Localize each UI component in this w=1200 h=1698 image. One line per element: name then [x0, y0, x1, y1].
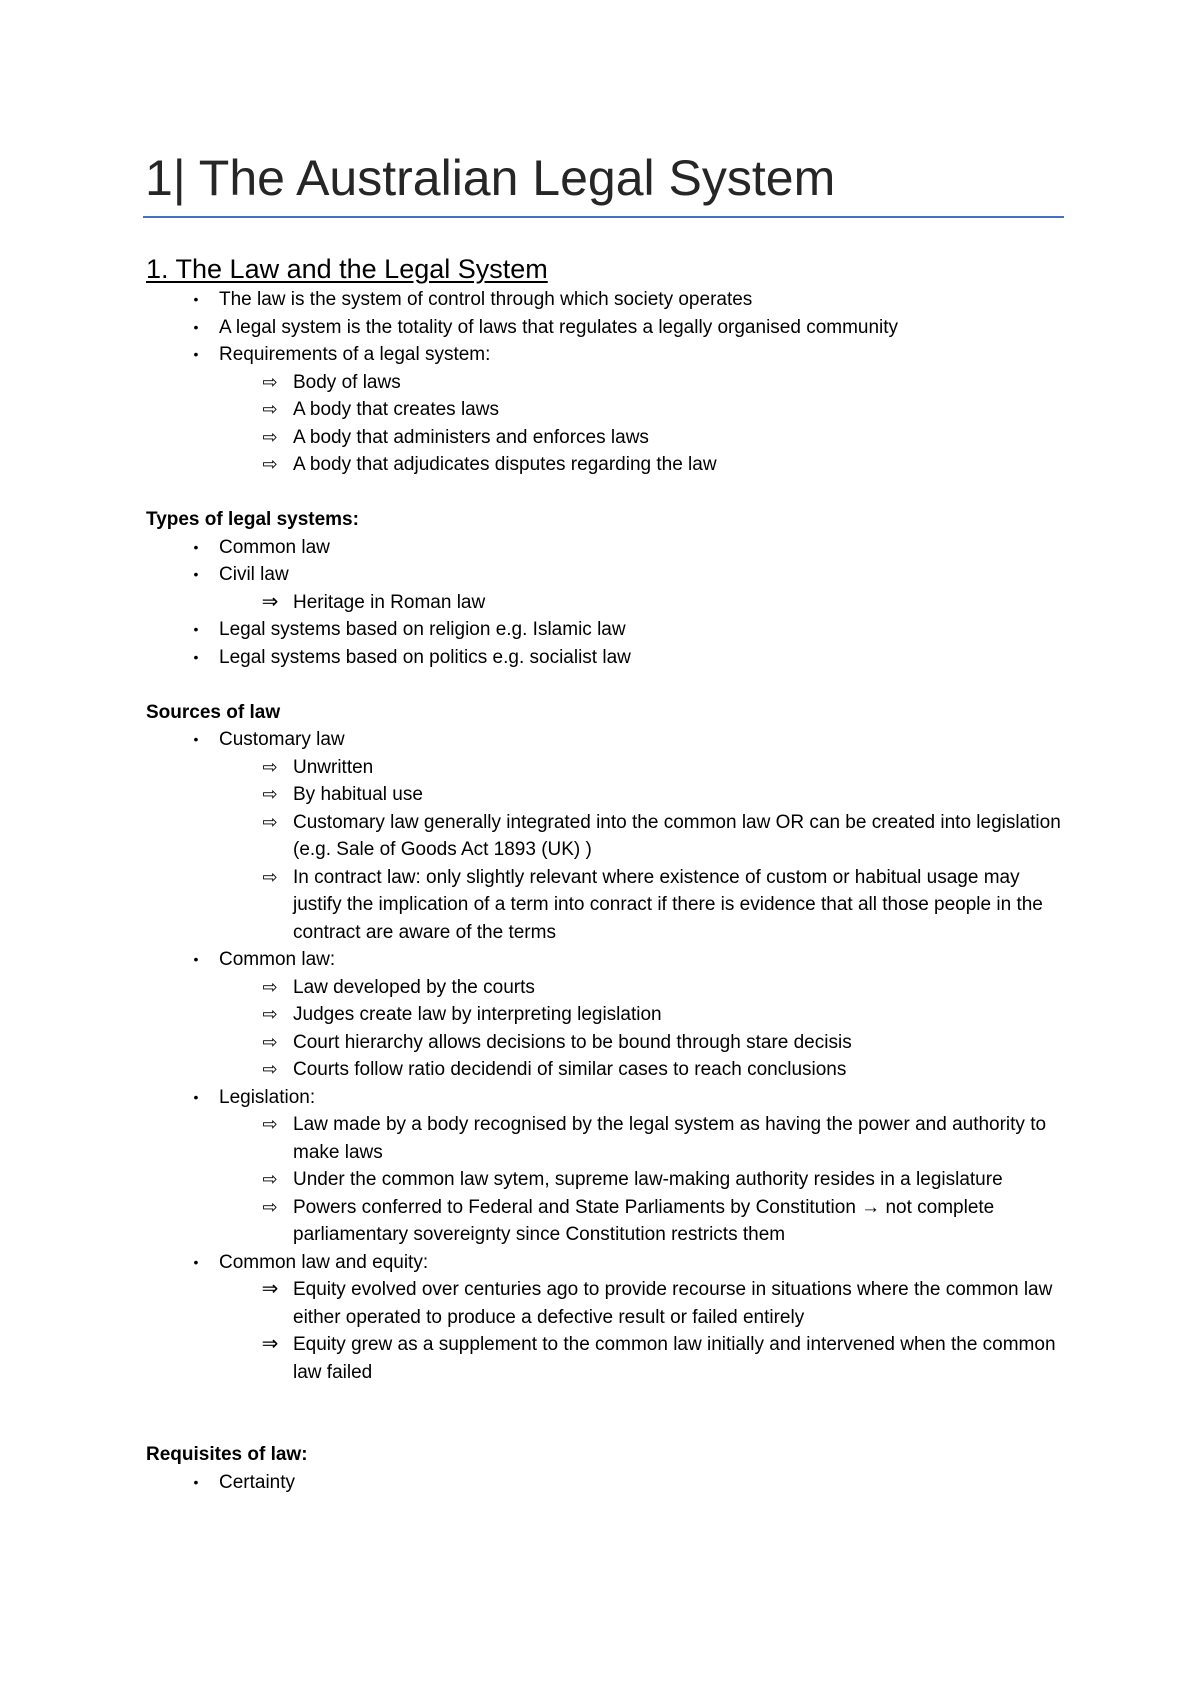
- double-arrow-icon: ⇒: [261, 1333, 279, 1355]
- outline-arrow-icon: ⇨: [262, 811, 278, 832]
- sub-list-item: ⇨ Body of laws: [146, 369, 1066, 397]
- types-heading: Types of legal systems:: [146, 509, 359, 530]
- bullet-icon: •: [193, 1253, 199, 1270]
- outline-arrow-icon: ⇨: [262, 1169, 278, 1189]
- sub-list-item: ⇨ Powers conferred to Federal and State Parliaments by Constitution → not complete parliamentary sovereignty since Constitution restricts them: [146, 1194, 1066, 1249]
- outline-arrow-icon: ⇨: [262, 1196, 278, 1217]
- outline-arrow-icon: ⇨: [262, 784, 278, 804]
- sub-list-item: ⇨ By habitual use: [146, 781, 1066, 809]
- sub-list-item: ⇨ A body that adjudicates disputes regarding the law: [146, 451, 1066, 479]
- list-item: • Customary law: [146, 726, 1066, 754]
- outline-arrow-icon: ⇨: [262, 866, 278, 887]
- types-list: [146, 534, 1066, 672]
- list-item: • Legal systems based on politics e.g. socialist law: [146, 644, 1066, 672]
- outline-arrow-icon: ⇨: [262, 1031, 278, 1052]
- list-item: • Legal systems based on religion e.g. Islamic law: [146, 616, 1066, 644]
- spacer: [146, 671, 1066, 699]
- bullet-icon: •: [193, 951, 199, 967]
- sub-list-item: ⇨ A body that administers and enforces laws: [146, 424, 1066, 452]
- bullet-icon: •: [193, 318, 199, 335]
- outline-arrow-icon: ⇨: [262, 371, 278, 392]
- sub-list-item: ⇨ Law made by a body recognised by the legal system as having the power and authority to make laws: [146, 1111, 1066, 1166]
- bullet-icon: •: [193, 621, 199, 637]
- list-item: • Civil law: [146, 561, 1066, 589]
- document-body: [146, 252, 1066, 1496]
- list-item: • Requirements of a legal system:: [146, 341, 1066, 369]
- document-title: 1| The Australian Legal System: [145, 150, 836, 206]
- double-arrow-icon: ⇒: [261, 1278, 279, 1300]
- list-item: • Legislation:: [146, 1084, 1066, 1112]
- double-arrow-icon: ⇒: [261, 590, 279, 613]
- outline-arrow-icon: ⇨: [262, 756, 278, 777]
- requisites-list: [146, 1469, 1066, 1497]
- list-item: • Common law: [146, 534, 1066, 562]
- outline-arrow-icon: ⇨: [262, 1059, 278, 1079]
- sources-list: [146, 726, 1066, 1386]
- list-item: • The law is the system of control through which society operates: [146, 286, 1066, 314]
- list-item: • A legal system is the totality of laws that regulates a legally organised community: [146, 314, 1066, 342]
- sub-list-item: ⇨ A body that creates laws: [146, 396, 1066, 424]
- outline-arrow-icon: ⇨: [262, 426, 278, 447]
- list-item: • Common law:: [146, 946, 1066, 974]
- sub-list-item: ⇒ Equity evolved over centuries ago to provide recourse in situations where the common law either operated to produce a defective result or failed entirely: [146, 1276, 1066, 1331]
- outline-arrow-icon: ⇨: [262, 1004, 278, 1024]
- sub-list-item: ⇨ Unwritten: [146, 754, 1066, 782]
- sub-list-item: ⇨ In contract law: only slightly relevant where existence of custom or habitual usage may justify the implication of a term into conract if there is evidence that all those people in the contract are aware of the terms: [146, 864, 1066, 947]
- sub-list-item: ⇨ Courts follow ratio decidendi of similar cases to reach conclusions: [146, 1056, 1066, 1084]
- sub-list-item: ⇨ Judges create law by interpreting legislation: [146, 1001, 1066, 1029]
- sub-list-item: ⇒ Equity grew as a supplement to the common law initially and intervened when the common law failed: [146, 1331, 1066, 1386]
- section1-bullet-list: [146, 286, 1066, 479]
- spacer: [146, 479, 1066, 507]
- bullet-icon: •: [193, 648, 199, 665]
- bullet-icon: •: [193, 1088, 199, 1105]
- outline-arrow-icon: ⇨: [262, 976, 278, 997]
- bullet-icon: •: [193, 566, 199, 582]
- requisites-heading: Requisites of law:: [146, 1444, 308, 1465]
- bullet-icon: •: [193, 346, 199, 362]
- bullet-icon: •: [193, 731, 199, 747]
- list-item: • Certainty: [146, 1469, 1066, 1497]
- sub-list-item: ⇒ Heritage in Roman law: [146, 589, 1066, 617]
- section-heading: 1. The Law and the Legal System: [146, 254, 548, 284]
- sources-heading: Sources of law: [146, 701, 281, 723]
- outline-arrow-icon: ⇨: [262, 1114, 278, 1134]
- title-underline-rule: [143, 216, 1064, 218]
- sub-list-item: ⇨ Customary law generally integrated into the common law OR can be created into legislation (e.g. Sale of Goods Act 1893 (UK) ): [146, 809, 1066, 864]
- outline-arrow-icon: ⇨: [262, 454, 278, 474]
- list-item: • Common law and equity:: [146, 1249, 1066, 1277]
- spacer: [146, 1386, 1066, 1441]
- outline-arrow-icon: ⇨: [262, 399, 278, 419]
- sub-list-item: ⇨ Court hierarchy allows decisions to be bound through stare decisis: [146, 1029, 1066, 1057]
- bullet-icon: •: [193, 291, 199, 307]
- bullet-icon: •: [193, 538, 199, 555]
- bullet-icon: •: [193, 1473, 199, 1490]
- sub-list-item: ⇨ Under the common law sytem, supreme law-making authority resides in a legislature: [146, 1166, 1066, 1194]
- sub-list-item: ⇨ Law developed by the courts: [146, 974, 1066, 1002]
